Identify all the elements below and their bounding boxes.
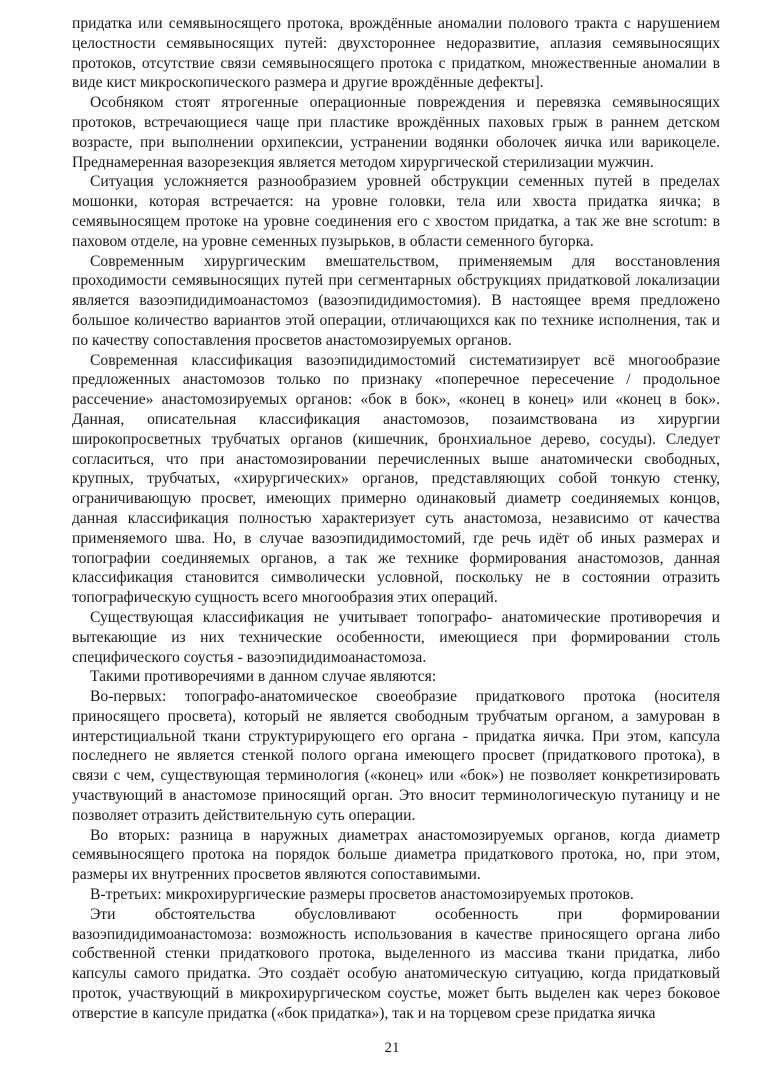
- paragraph: Особняком стоят ятрогенные операционные повреждения и перевязка семявыносящих протоков, встречающиеся чаще при пластике врождённых паховых грыж в раннем детском возрасте, при выполнении орхипексии, устранении водянки оболочек яичка или варикоцеле. Преднамеренная вазорезекция является методом хирургической стерилизации мужчин.: [72, 94, 720, 171]
- page-text: [72, 14, 720, 1024]
- paragraph: Эти обстоятельства обусловливают особенность при формировании вазоэпидидимоанастомоза: возможность использования в качестве приносящего органа либо собственной стенки придаткового протока, выделенного из массива ткани придатка, либо капсулы самого придатка. Это создаёт особую анатомическую ситуацию, когда придатковый проток, участвующий в микрохирургическом соустье, может быть выделен как через боковое отверстие в капсуле придатка («бок придатка»), так и на торцевом срезе придатка яичка: [72, 905, 720, 1022]
- paragraph: Ситуация усложняется разнообразием уровней обструкции семенных путей в пределах мошонки, которая встречается: на уровне головки, тела или хвоста придатка яичка; в семявыносящем протоке на уровне соединения его с хвостом придатка, а так же вне scrotum: в паховом отделе, на уровне семенных пузырьков, в области семенного бугорка.: [72, 173, 720, 250]
- paragraph: В-третьих: микрохирургические размеры просветов анастомозируемых протоков.: [90, 886, 634, 904]
- paragraph: Во вторых: разница в наружных диаметрах анастомозируемых органов, когда диаметр семявыносящего протока на порядок больше диаметра придаткового протока, но, при этом, размеры их внутренних просветов являются сопоставимыми.: [72, 826, 720, 884]
- paragraph: Современная классификация вазоэпидидимостомий систематизирует всё многообразие предложенных анастомозов только по признаку «поперечное пересечение / продольное рассечение» анастомозируемых органов: «бок в бок», «конец в конец» или «конец в бок». Данная, описательная классификация анастомозов, позаимствована из хирургии широкопросветных трубчатых органов (кишечник, бронхиальное дерево, сосуды). Следует согласиться, что при анастомозировании перечисленных выше анатомически свободных, крупных, трубчатых, «хирургических» органов, представляющих собой тонкую стенку, ограничивающую просвет, имеющих примерно одинаковый диаметр соединяемых концов, данная классификация полностью характеризует суть анастомоза, независимо от качества применяемого шва. Но, в случае вазоэпидидимостомий, где речь идёт об иных размерах и топографии соединяемых органов, а так же технике формирования анастомозов, данная классификация становится символически условной, поскольку не в состоянии отразить топографическую сущность всего многообразия этих операций.: [72, 351, 720, 607]
- paragraph: придатка или семявыносящего протока, врождённые аномалии полового тракта с нарушением целостности семявыносящих путей: двухстороннее недоразвитие, аплазия семявыносящих протоков, отсутствие связи семявыносящего протока с придатком, множественные аномалии в виде кист микроскопического размера и другие врождённые дефекты].: [72, 15, 720, 92]
- paragraph: Современным хирургическим вмешательством, применяемым для восстановления проходимости семявыносящих путей при сегментарных обструкциях придатковой локализации является вазоэпидидимоанастомоз (вазоэпидидимостомия). В настоящее время предложено большое количество вариантов этой операции, отличающихся как по технике исполнения, так и по качеству сопоставления просветов анастомозируемых органов.: [72, 252, 720, 349]
- paragraph: Существующая классификация не учитывает топографо- анатомические противоречия и вытекающие из них технические особенности, имеющиеся при формировании столь специфического соустья - вазоэпидидимоанастомоза.: [72, 608, 720, 666]
- paragraph: Во-первых: топографо-анатомическое своеобразие придаткового протока (носителя приносящего просвета), который не является свободным трубчатым органом, а замурован в интерстициальной ткани структурирующего его органа - придатка яичка. При этом, капсула последнего не является стенкой полого органа имеющего просвет (придаткового протока), в связи с чем, существующая терминология («конец» или «бок») не позволяет конкретизировать участвующий в анастомозе приносящий орган. Это вносит терминологическую путаницу и не позволяет отразить действительную суть операции.: [72, 688, 720, 824]
- page-number: 21: [384, 1040, 400, 1056]
- paragraph: Такими противоречиями в данном случае являются:: [90, 668, 437, 686]
